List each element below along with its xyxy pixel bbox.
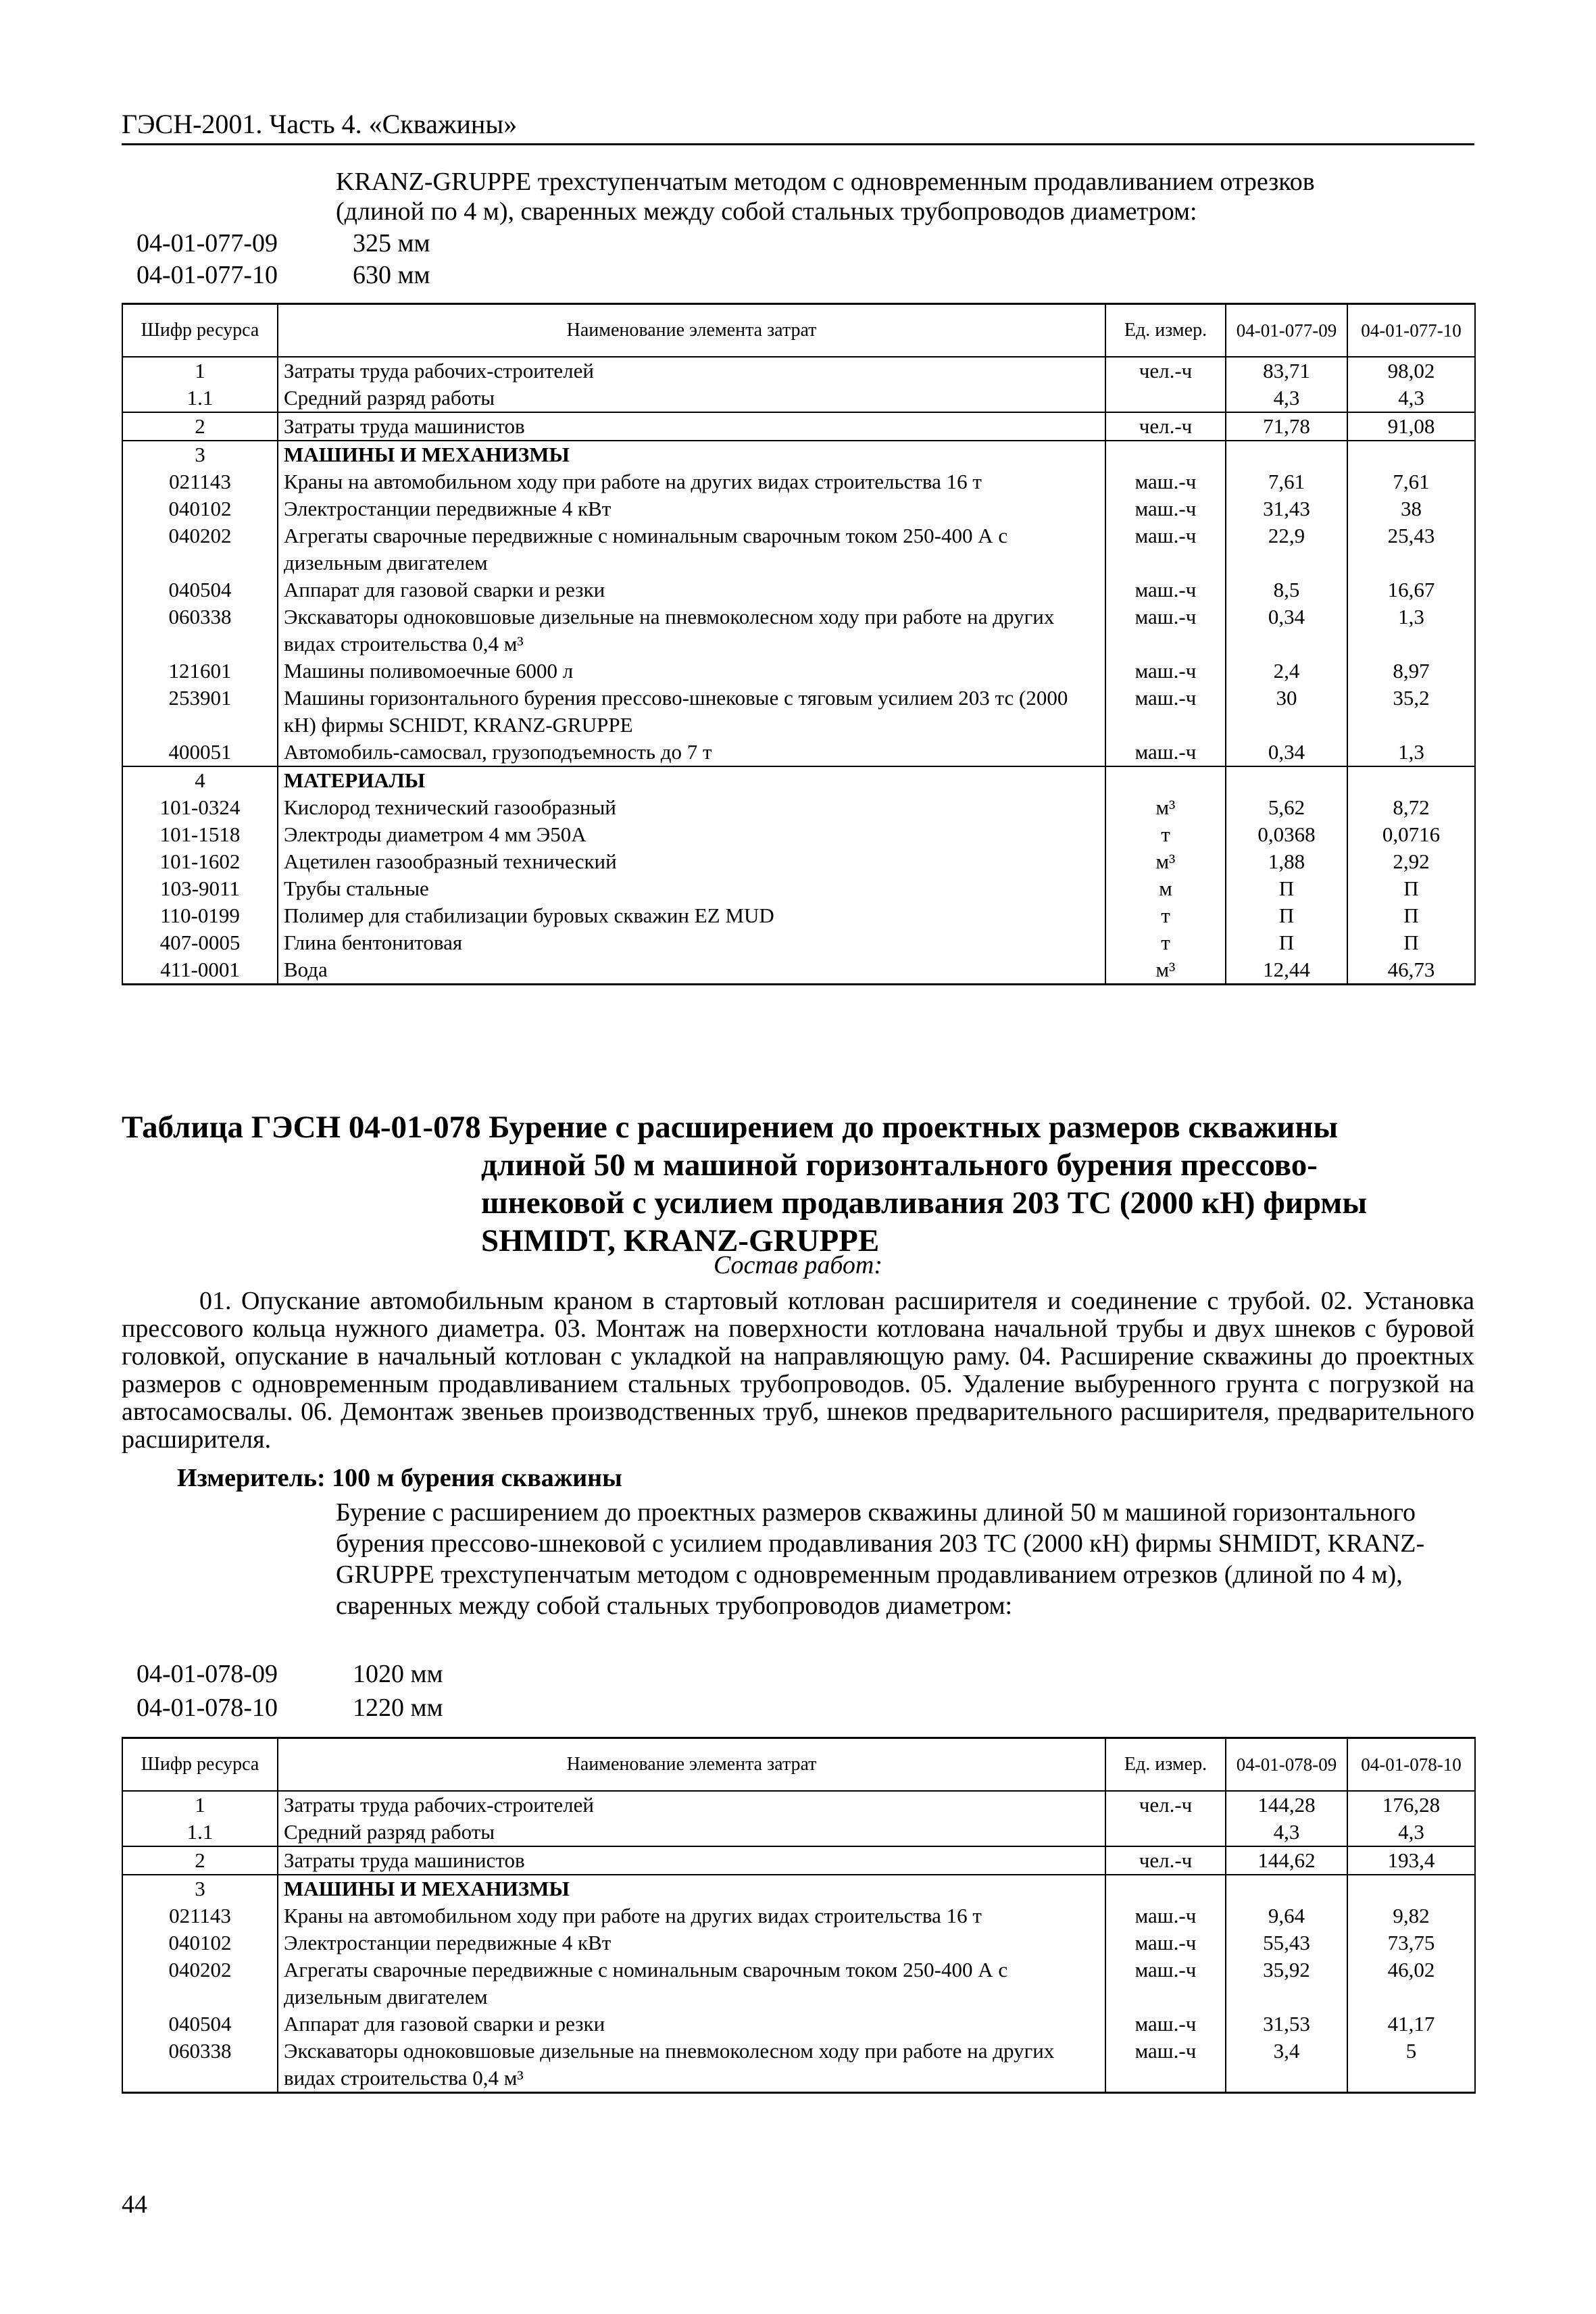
cell-cipher: 060338 xyxy=(122,2038,278,2093)
cell-cipher: 103-9011 xyxy=(122,875,278,902)
cell-cipher: 1.1 xyxy=(122,385,278,412)
cell-name: Средний разряд работы xyxy=(278,385,1105,412)
cell-value-a: 22,9 xyxy=(1226,522,1347,576)
table-row xyxy=(122,1846,1475,1875)
cell-name: Кислород технический газообразный xyxy=(278,794,1105,821)
cell-value-b: П xyxy=(1347,902,1475,929)
cell-value-a: 144,28 xyxy=(1226,1791,1347,1819)
cell-cipher: 411-0001 xyxy=(122,956,278,985)
cell-unit: м³ xyxy=(1105,794,1226,821)
table-row xyxy=(122,956,1475,985)
table-title-line: Таблица ГЭСН 04-01-078 Бурение с расширением до проектных размеров скважины xyxy=(122,1110,1339,1145)
cell-value-b: 73,75 xyxy=(1347,1929,1475,1956)
table-row xyxy=(122,441,1475,468)
cell-unit: чел.-ч xyxy=(1105,1846,1226,1875)
cell-name: Экскаваторы одноковшовые дизельные на пневмоколесном ходу при работе на других видах строительства 0,4 м³ xyxy=(278,2038,1105,2093)
cell-value-b: 98,02 xyxy=(1347,357,1475,385)
table-title-line: длиной 50 м машиной горизонтального бурения прессово- xyxy=(481,1148,1318,1183)
resource-table-078 xyxy=(122,1737,1476,2094)
cell-value-b: 38 xyxy=(1347,495,1475,522)
table-row xyxy=(122,495,1475,522)
variant-value: 1220 мм xyxy=(353,1694,443,1722)
cell-value-b: П xyxy=(1347,875,1475,902)
table-row xyxy=(122,385,1475,412)
cell-value-a: 0,0368 xyxy=(1226,821,1347,848)
cell-unit: чел.-ч xyxy=(1105,412,1226,441)
table-row xyxy=(122,902,1475,929)
cell-value-a: 30 xyxy=(1226,685,1347,739)
table-row xyxy=(122,2038,1475,2093)
cell-value-a: 4,3 xyxy=(1226,385,1347,412)
cell-unit: маш.-ч xyxy=(1105,1956,1226,2011)
cell-name: Машины горизонтального бурения прессово-шнековые с тяговым усилием 203 тс (2000 кН) фирмы SCHIDT, KRANZ-GRUPPE xyxy=(278,685,1105,739)
cell-value-b: 1,3 xyxy=(1347,604,1475,658)
table-row xyxy=(122,1791,1475,1819)
cell-name: Электростанции передвижные 4 кВт xyxy=(278,495,1105,522)
variant-value: 630 мм xyxy=(353,261,430,289)
cell-unit: маш.-ч xyxy=(1105,522,1226,576)
cell-value-b: П xyxy=(1347,929,1475,956)
cell-cipher: 121601 xyxy=(122,658,278,685)
table-title-line: SHMIDT, KRANZ-GRUPPE xyxy=(481,1223,880,1258)
cell-unit: маш.-ч xyxy=(1105,2011,1226,2038)
variant-code: 04-01-078-09 xyxy=(136,1660,278,1688)
col-header-variant-a: 04-01-077-09 xyxy=(1226,304,1347,357)
table-row xyxy=(122,739,1475,766)
cell-unit: маш.-ч xyxy=(1105,576,1226,604)
cell-value-a: 0,34 xyxy=(1226,739,1347,766)
cell-cipher: 040504 xyxy=(122,2011,278,2038)
cell-name: Затраты труда машинистов xyxy=(278,1846,1105,1875)
col-header-variant-b: 04-01-077-10 xyxy=(1347,304,1475,357)
cell-unit: маш.-ч xyxy=(1105,2038,1226,2093)
cell-unit: т xyxy=(1105,821,1226,848)
cell-value-b: 8,97 xyxy=(1347,658,1475,685)
table-row xyxy=(122,468,1475,495)
table-title-line: шнековой с усилием продавливания 203 ТС (2000 кН) фирмы xyxy=(481,1185,1368,1221)
cell-value-b: 41,17 xyxy=(1347,2011,1475,2038)
table-row xyxy=(122,576,1475,604)
resource-table-077 xyxy=(122,303,1476,985)
cell-value-b: 16,67 xyxy=(1347,576,1475,604)
cell-cipher: 040202 xyxy=(122,1956,278,2011)
cell-value-a: 3,4 xyxy=(1226,2038,1347,2093)
cell-value-a: 35,92 xyxy=(1226,1956,1347,2011)
cell-value-a: 55,43 xyxy=(1226,1929,1347,1956)
cell-unit: т xyxy=(1105,902,1226,929)
cell-value-a: 5,62 xyxy=(1226,794,1347,821)
cell-cipher: 407-0005 xyxy=(122,929,278,956)
col-header-unit: Ед. измер. xyxy=(1105,304,1226,357)
meter-label: Измеритель: 100 м бурения скважины xyxy=(177,1464,622,1492)
cell-cipher: 021143 xyxy=(122,468,278,495)
cell-value-b: 2,92 xyxy=(1347,848,1475,875)
cell-name: Затраты труда машинистов xyxy=(278,412,1105,441)
cell-value-b: 0,0716 xyxy=(1347,821,1475,848)
variant-value: 325 мм xyxy=(353,229,430,257)
cell-value-a: П xyxy=(1226,875,1347,902)
cell-value-a: 8,5 xyxy=(1226,576,1347,604)
cell-value-b: 35,2 xyxy=(1347,685,1475,739)
cell-name: Затраты труда рабочих-строителей xyxy=(278,357,1105,385)
cell-unit: маш.-ч xyxy=(1105,685,1226,739)
cell-value-b xyxy=(1347,766,1475,794)
cell-unit: м³ xyxy=(1105,956,1226,985)
cell-name: Агрегаты сварочные передвижные с номинальным сварочным током 250-400 А с дизельным двигателем xyxy=(278,522,1105,576)
cell-name: Затраты труда рабочих-строителей xyxy=(278,1791,1105,1819)
cell-unit: маш.-ч xyxy=(1105,1929,1226,1956)
cell-value-a: 2,4 xyxy=(1226,658,1347,685)
cell-name: Краны на автомобильном ходу при работе на других видах строительства 16 т xyxy=(278,468,1105,495)
cell-name: Электроды диаметром 4 мм Э50А xyxy=(278,821,1105,848)
variant-code: 04-01-077-10 xyxy=(136,261,278,289)
works-text: 01. Опускание автомобильным краном в стартовый котлован расширителя и соединение с трубой. 02. Установка прессового кольца нужного диаметра. 03. Монтаж на поверхности котлована начальной трубы и двух шнеков с буровой головкой, опускание в начальный котлован с укладкой на направляющую раму. 04. Расширение скважины до проектных размеров с одновременным продавливанием стальных трубопроводов. 05. Удаление выбуренного грунта с погрузкой на автосамосвалы. 06. Демонтаж звеньев производственных труб, шнеков предварительного расширителя, предварительного расширителя. xyxy=(122,1287,1474,1454)
cell-cipher: 021143 xyxy=(122,1902,278,1929)
cell-value-b: 1,3 xyxy=(1347,739,1475,766)
cell-value-a: 71,78 xyxy=(1226,412,1347,441)
intro-line-2: (длиной по 4 м), сваренных между собой стальных трубопроводов диаметром: xyxy=(336,197,1197,226)
table-row xyxy=(122,929,1475,956)
table-row xyxy=(122,1929,1475,1956)
cell-value-a xyxy=(1226,441,1347,468)
running-header: ГЭСН-2001. Часть 4. «Скважины» xyxy=(122,109,518,139)
cell-value-b: 46,73 xyxy=(1347,956,1475,985)
table-row xyxy=(122,522,1475,576)
cell-name: Ацетилен газообразный технический xyxy=(278,848,1105,875)
cell-cipher: 110-0199 xyxy=(122,902,278,929)
table-row xyxy=(122,821,1475,848)
cell-unit xyxy=(1105,766,1226,794)
table-row xyxy=(122,658,1475,685)
cell-unit xyxy=(1105,1875,1226,1902)
cell-unit: т xyxy=(1105,929,1226,956)
cell-cipher: 1 xyxy=(122,357,278,385)
cell-name: Агрегаты сварочные передвижные с номинальным сварочным током 250-400 А с дизельным двигателем xyxy=(278,1956,1105,2011)
variant-value: 1020 мм xyxy=(353,1660,443,1688)
cell-value-a: 83,71 xyxy=(1226,357,1347,385)
cell-value-b xyxy=(1347,1875,1475,1902)
cell-unit: м xyxy=(1105,875,1226,902)
cell-cipher: 101-0324 xyxy=(122,794,278,821)
cell-name: Глина бентонитовая xyxy=(278,929,1105,956)
cell-value-a: 7,61 xyxy=(1226,468,1347,495)
col-header-variant-b: 04-01-078-10 xyxy=(1347,1738,1475,1791)
table-row xyxy=(122,685,1475,739)
cell-value-b: 8,72 xyxy=(1347,794,1475,821)
cell-name: Автомобиль-самосвал, грузоподъемность до 7 т xyxy=(278,739,1105,766)
cell-unit: маш.-ч xyxy=(1105,1902,1226,1929)
table-row xyxy=(122,875,1475,902)
intro-line-1: KRANZ-GRUPPE трехступенчатым методом с одновременным продавливанием отрезков xyxy=(336,168,1315,196)
cell-name: МАШИНЫ И МЕХАНИЗМЫ xyxy=(278,1875,1105,1902)
cell-name: Аппарат для газовой сварки и резки xyxy=(278,2011,1105,2038)
cell-value-b: 4,3 xyxy=(1347,1819,1475,1846)
cell-value-a: 0,34 xyxy=(1226,604,1347,658)
col-header-cipher: Шифр ресурса xyxy=(122,304,278,357)
cell-cipher: 3 xyxy=(122,1875,278,1902)
cell-value-a: 1,88 xyxy=(1226,848,1347,875)
cell-unit: маш.-ч xyxy=(1105,604,1226,658)
cell-value-b: 193,4 xyxy=(1347,1846,1475,1875)
cell-cipher: 040202 xyxy=(122,522,278,576)
col-header-name: Наименование элемента затрат xyxy=(278,1738,1105,1791)
cell-unit: м³ xyxy=(1105,848,1226,875)
cell-cipher: 253901 xyxy=(122,685,278,739)
cell-value-a: 144,62 xyxy=(1226,1846,1347,1875)
cell-cipher: 101-1602 xyxy=(122,848,278,875)
works-heading: Состав работ: xyxy=(713,1251,883,1279)
variant-code: 04-01-078-10 xyxy=(136,1694,278,1722)
cell-unit: маш.-ч xyxy=(1105,495,1226,522)
cell-value-b: 4,3 xyxy=(1347,385,1475,412)
table-row xyxy=(122,2011,1475,2038)
cell-value-b xyxy=(1347,441,1475,468)
cell-value-a: 12,44 xyxy=(1226,956,1347,985)
cell-unit: маш.-ч xyxy=(1105,658,1226,685)
cell-value-b: 5 xyxy=(1347,2038,1475,2093)
cell-unit: чел.-ч xyxy=(1105,1791,1226,1819)
table-row xyxy=(122,1875,1475,1902)
cell-value-a: 9,64 xyxy=(1226,1902,1347,1929)
table-row xyxy=(122,1956,1475,2011)
cell-unit xyxy=(1105,441,1226,468)
cell-cipher: 040504 xyxy=(122,576,278,604)
col-header-unit: Ед. измер. xyxy=(1105,1738,1226,1791)
cell-value-a xyxy=(1226,766,1347,794)
cell-value-b: 7,61 xyxy=(1347,468,1475,495)
table-row xyxy=(122,412,1475,441)
cell-name: Машины поливомоечные 6000 л xyxy=(278,658,1105,685)
cell-name: Аппарат для газовой сварки и резки xyxy=(278,576,1105,604)
cell-cipher: 2 xyxy=(122,412,278,441)
header-rule xyxy=(122,143,1474,145)
page-number: 44 xyxy=(122,2190,147,2219)
table-row xyxy=(122,766,1475,794)
cell-name: Краны на автомобильном ходу при работе на других видах строительства 16 т xyxy=(278,1902,1105,1929)
cell-value-b: 46,02 xyxy=(1347,1956,1475,2011)
cell-cipher: 2 xyxy=(122,1846,278,1875)
table-row xyxy=(122,794,1475,821)
table-row xyxy=(122,357,1475,385)
cell-unit: маш.-ч xyxy=(1105,739,1226,766)
description: Бурение с расширением до проектных размеров скважины длиной 50 м машиной горизонтального бурения прессово-шнековой с усилием продавливания 203 ТС (2000 кН) фирмы SHMIDT, KRANZ-GRUPPE трехступенчатым методом с одновременным продавливанием отрезков (длиной по 4 м), сваренных между собой стальных трубопроводов диаметром: xyxy=(336,1498,1425,1620)
cell-value-a xyxy=(1226,1875,1347,1902)
table-row xyxy=(122,848,1475,875)
cell-value-a: П xyxy=(1226,929,1347,956)
cell-name: Экскаваторы одноковшовые дизельные на пневмоколесном ходу при работе на других видах строительства 0,4 м³ xyxy=(278,604,1105,658)
cell-name: Трубы стальные xyxy=(278,875,1105,902)
table-row xyxy=(122,604,1475,658)
col-header-variant-a: 04-01-078-09 xyxy=(1226,1738,1347,1791)
cell-value-a: П xyxy=(1226,902,1347,929)
cell-value-b: 176,28 xyxy=(1347,1791,1475,1819)
cell-cipher: 1.1 xyxy=(122,1819,278,1846)
cell-name: МАШИНЫ И МЕХАНИЗМЫ xyxy=(278,441,1105,468)
cell-unit: маш.-ч xyxy=(1105,468,1226,495)
cell-cipher: 1 xyxy=(122,1791,278,1819)
cell-unit: чел.-ч xyxy=(1105,357,1226,385)
cell-value-a: 4,3 xyxy=(1226,1819,1347,1846)
cell-name: Вода xyxy=(278,956,1105,985)
cell-cipher: 101-1518 xyxy=(122,821,278,848)
cell-unit xyxy=(1105,385,1226,412)
variant-code: 04-01-077-09 xyxy=(136,229,278,257)
cell-cipher: 060338 xyxy=(122,604,278,658)
cell-cipher: 3 xyxy=(122,441,278,468)
cell-value-b: 9,82 xyxy=(1347,1902,1475,1929)
cell-cipher: 040102 xyxy=(122,495,278,522)
cell-value-b: 25,43 xyxy=(1347,522,1475,576)
cell-name: Электростанции передвижные 4 кВт xyxy=(278,1929,1105,1956)
col-header-cipher: Шифр ресурса xyxy=(122,1738,278,1791)
cell-cipher: 4 xyxy=(122,766,278,794)
table-row xyxy=(122,1819,1475,1846)
table-row xyxy=(122,1902,1475,1929)
table-title xyxy=(122,1108,1474,1260)
cell-cipher: 040102 xyxy=(122,1929,278,1956)
cell-value-a: 31,53 xyxy=(1226,2011,1347,2038)
cell-value-a: 31,43 xyxy=(1226,495,1347,522)
col-header-name: Наименование элемента затрат xyxy=(278,304,1105,357)
cell-unit xyxy=(1105,1819,1226,1846)
cell-cipher: 400051 xyxy=(122,739,278,766)
cell-name: Полимер для стабилизации буровых скважин EZ MUD xyxy=(278,902,1105,929)
cell-value-b: 91,08 xyxy=(1347,412,1475,441)
cell-name: МАТЕРИАЛЫ xyxy=(278,766,1105,794)
cell-name: Средний разряд работы xyxy=(278,1819,1105,1846)
